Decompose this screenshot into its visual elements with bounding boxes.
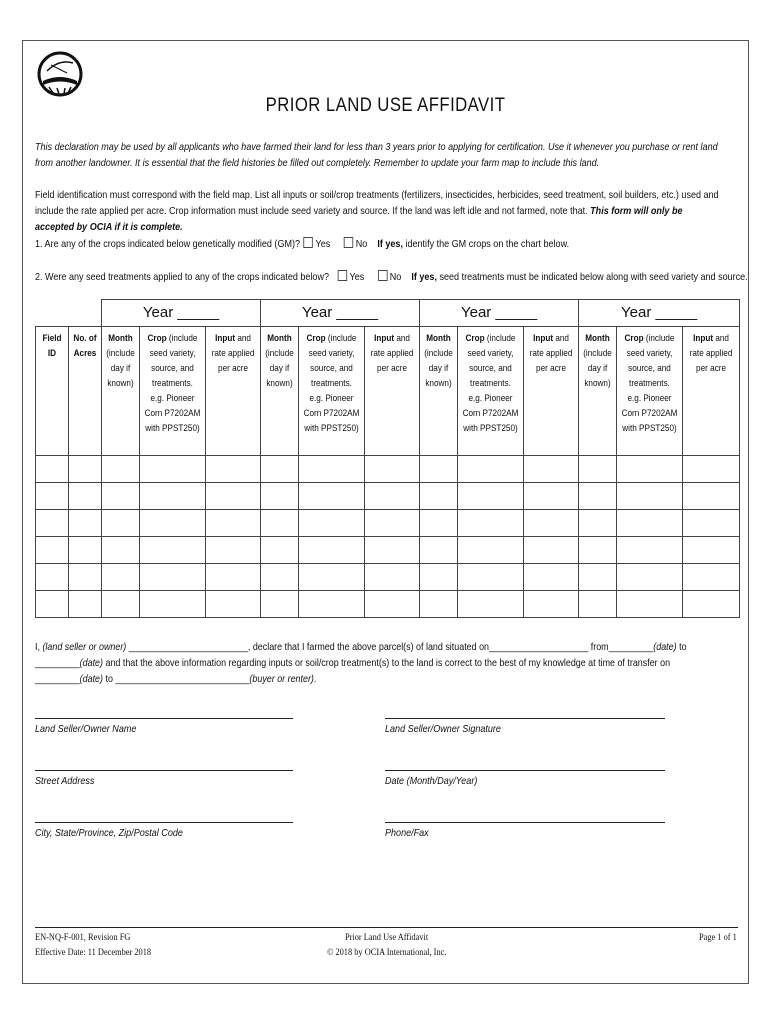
table-cell[interactable] bbox=[458, 456, 524, 483]
table-cell[interactable] bbox=[579, 510, 617, 537]
table-cell[interactable] bbox=[102, 456, 140, 483]
table-cell[interactable] bbox=[206, 456, 261, 483]
table-cell[interactable] bbox=[420, 591, 458, 618]
seller-signature-line[interactable] bbox=[385, 718, 665, 719]
table-cell[interactable] bbox=[365, 456, 420, 483]
input-header: Input and rate applied per acre bbox=[365, 327, 420, 456]
footer-copyright: © 2018 by OCIA International, Inc. bbox=[327, 948, 447, 958]
table-cell[interactable] bbox=[617, 510, 683, 537]
crop-header: Crop (include seed variety, source, and treatments. e.g. Pioneer Corn P7202AM with PPST250) bbox=[140, 327, 206, 456]
intro-text: This declaration may be used by all applicants who have farmed their land for less than 3 years prior to applying for certification. Use it whenever you purchase or rent land from another landowner. It is essential that the field histories be filled out completely. Remember to update your farm map to include this land. bbox=[35, 141, 718, 169]
seed-yes-checkbox[interactable] bbox=[337, 270, 346, 281]
table-cell[interactable] bbox=[69, 483, 102, 510]
table-cell[interactable] bbox=[683, 537, 740, 564]
date-line[interactable] bbox=[385, 770, 665, 771]
table-cell[interactable] bbox=[617, 591, 683, 618]
table-cell[interactable] bbox=[140, 483, 206, 510]
table-cell[interactable] bbox=[261, 537, 299, 564]
year-2-header[interactable]: Year _____ bbox=[261, 300, 420, 327]
table-cell[interactable] bbox=[69, 537, 102, 564]
table-cell[interactable] bbox=[365, 564, 420, 591]
table-cell[interactable] bbox=[299, 456, 365, 483]
acres-header: No. of Acres bbox=[69, 327, 102, 456]
question-seed-treatment: 2. Were any seed treatments applied to any of the crops indicated below? Yes No If yes, seed treatments must be indicated below along with seed variety and source. bbox=[35, 271, 748, 283]
footer-page-number: Page 1 of 1 bbox=[699, 933, 737, 943]
table-cell[interactable] bbox=[299, 510, 365, 537]
table-row bbox=[36, 510, 740, 537]
table-cell[interactable] bbox=[524, 564, 579, 591]
table-cell[interactable] bbox=[69, 564, 102, 591]
table-cell[interactable] bbox=[683, 564, 740, 591]
table-cell[interactable] bbox=[617, 483, 683, 510]
table-cell[interactable] bbox=[458, 564, 524, 591]
table-cell[interactable] bbox=[36, 510, 69, 537]
table-cell[interactable] bbox=[365, 483, 420, 510]
table-cell[interactable] bbox=[683, 591, 740, 618]
table-cell[interactable] bbox=[102, 483, 140, 510]
table-cell[interactable] bbox=[102, 564, 140, 591]
table-cell[interactable] bbox=[206, 510, 261, 537]
table-cell[interactable] bbox=[458, 537, 524, 564]
table-cell[interactable] bbox=[683, 510, 740, 537]
table-cell[interactable] bbox=[524, 483, 579, 510]
year-3-header[interactable]: Year _____ bbox=[420, 300, 579, 327]
table-cell[interactable] bbox=[36, 564, 69, 591]
table-cell[interactable] bbox=[420, 537, 458, 564]
table-cell[interactable] bbox=[579, 537, 617, 564]
input-header: Input and rate applied per acre bbox=[206, 327, 261, 456]
table-cell[interactable] bbox=[206, 483, 261, 510]
seller-name-line[interactable] bbox=[35, 718, 293, 719]
table-cell[interactable] bbox=[458, 483, 524, 510]
table-cell[interactable] bbox=[420, 510, 458, 537]
table-cell[interactable] bbox=[579, 483, 617, 510]
table-cell[interactable] bbox=[102, 510, 140, 537]
table-cell[interactable] bbox=[458, 591, 524, 618]
month-header: Month (include day if known) bbox=[102, 327, 140, 456]
table-cell[interactable] bbox=[69, 510, 102, 537]
crop-header: Crop (include seed variety, source, and treatments. e.g. Pioneer Corn P7202AM with PPST250) bbox=[299, 327, 365, 456]
table-cell[interactable] bbox=[140, 564, 206, 591]
phone-line[interactable] bbox=[385, 822, 665, 823]
table-cell[interactable] bbox=[365, 537, 420, 564]
street-label: Street Address bbox=[35, 775, 95, 787]
table-cell[interactable] bbox=[261, 591, 299, 618]
table-cell[interactable] bbox=[206, 591, 261, 618]
table-cell[interactable] bbox=[36, 591, 69, 618]
table-cell[interactable] bbox=[420, 483, 458, 510]
table-cell[interactable] bbox=[524, 510, 579, 537]
instructions-text: Field identification must correspond with the field map. List all inputs or soil/crop treatments (fertilizers, insecticides, herbicides, seed treatment, soil builders, etc.) used and include the rate applied per acre. Crop information must include seed variety and source. If the land was left idle and not farmed, note that. This form will only be accepted by OCIA if it is complete. bbox=[35, 189, 719, 233]
month-header: Month (include day if known) bbox=[261, 327, 299, 456]
table-cell[interactable] bbox=[524, 456, 579, 483]
gm-yes-checkbox[interactable] bbox=[303, 237, 312, 248]
input-header: Input and rate applied per acre bbox=[524, 327, 579, 456]
seed-no-checkbox[interactable] bbox=[378, 270, 387, 281]
table-cell[interactable] bbox=[458, 510, 524, 537]
table-cell[interactable] bbox=[36, 537, 69, 564]
field-id-header: Field ID bbox=[36, 327, 69, 456]
footer-doc-title: Prior Land Use Affidavit bbox=[345, 933, 429, 943]
table-cell[interactable] bbox=[299, 564, 365, 591]
table-cell[interactable] bbox=[140, 537, 206, 564]
table-cell[interactable] bbox=[261, 456, 299, 483]
footer-effective-date: Effective Date: 11 December 2018 bbox=[35, 948, 152, 958]
seller-signature-label: Land Seller/Owner Signature bbox=[385, 723, 501, 735]
street-line[interactable] bbox=[35, 770, 293, 771]
city-label: City, State/Province, Zip/Postal Code bbox=[35, 827, 183, 839]
table-cell[interactable] bbox=[617, 456, 683, 483]
form-page bbox=[22, 40, 749, 984]
footer-divider bbox=[35, 927, 738, 928]
table-cell[interactable] bbox=[683, 483, 740, 510]
month-header: Month (include day if known) bbox=[420, 327, 458, 456]
table-cell[interactable] bbox=[299, 537, 365, 564]
table-cell[interactable] bbox=[206, 564, 261, 591]
table-cell[interactable] bbox=[69, 591, 102, 618]
table-cell[interactable] bbox=[617, 564, 683, 591]
declaration-text: I, (land seller or owner) ________________________, declare that I farmed the above parcel(s) of land situated on____________________ from_________(date) to _________(date) and that the above information regarding inputs or soil/crop treatment(s) to the land is correct to the best of my knowledge at time of transfer on _________(date) to ___________________________(buyer or renter). bbox=[35, 641, 687, 685]
table-cell[interactable] bbox=[102, 591, 140, 618]
field-history-table bbox=[35, 299, 740, 618]
question-gm: 1. Are any of the crops indicated below genetically modified (GM)? Yes No If yes, identify the GM crops on the chart below. bbox=[35, 238, 570, 250]
city-line[interactable] bbox=[35, 822, 293, 823]
table-cell[interactable] bbox=[299, 483, 365, 510]
table-cell[interactable] bbox=[36, 456, 69, 483]
table-cell[interactable] bbox=[261, 510, 299, 537]
gm-no-checkbox[interactable] bbox=[344, 237, 353, 248]
table-cell[interactable] bbox=[140, 456, 206, 483]
table-cell[interactable] bbox=[579, 456, 617, 483]
table-cell[interactable] bbox=[299, 591, 365, 618]
table-cell[interactable] bbox=[617, 537, 683, 564]
table-row bbox=[36, 483, 740, 510]
ocia-globe-logo bbox=[37, 51, 83, 97]
table-cell[interactable] bbox=[420, 564, 458, 591]
month-header: Month (include day if known) bbox=[579, 327, 617, 456]
table-row bbox=[36, 564, 740, 591]
table-row bbox=[36, 537, 740, 564]
table-cell[interactable] bbox=[140, 591, 206, 618]
table-cell[interactable] bbox=[524, 591, 579, 618]
table-cell[interactable] bbox=[102, 537, 140, 564]
table-cell[interactable] bbox=[683, 456, 740, 483]
table-cell[interactable] bbox=[420, 456, 458, 483]
crop-header: Crop (include seed variety, source, and treatments. e.g. Pioneer Corn P7202AM with PPST250) bbox=[617, 327, 683, 456]
table-cell[interactable] bbox=[69, 456, 102, 483]
table-row bbox=[36, 591, 740, 618]
table-cell[interactable] bbox=[140, 510, 206, 537]
year-4-header[interactable]: Year _____ bbox=[579, 300, 740, 327]
date-label: Date (Month/Day/Year) bbox=[385, 775, 478, 787]
table-cell[interactable] bbox=[365, 591, 420, 618]
table-cell[interactable] bbox=[524, 537, 579, 564]
footer-form-id: EN-NQ-F-001, Revision FG bbox=[35, 933, 131, 943]
table-cell[interactable] bbox=[365, 510, 420, 537]
table-cell[interactable] bbox=[261, 564, 299, 591]
year-1-header[interactable]: Year _____ bbox=[102, 300, 261, 327]
page-title: PRIOR LAND USE AFFIDAVIT bbox=[265, 95, 506, 116]
table-cell[interactable] bbox=[579, 591, 617, 618]
table-cell[interactable] bbox=[579, 564, 617, 591]
input-header: Input and rate applied per acre bbox=[683, 327, 740, 456]
phone-label: Phone/Fax bbox=[385, 827, 429, 839]
table-cell[interactable] bbox=[261, 483, 299, 510]
seller-name-label: Land Seller/Owner Name bbox=[35, 723, 137, 735]
table-cell[interactable] bbox=[206, 537, 261, 564]
table-row bbox=[36, 456, 740, 483]
crop-header: Crop (include seed variety, source, and treatments. e.g. Pioneer Corn P7202AM with PPST250) bbox=[458, 327, 524, 456]
table-cell[interactable] bbox=[36, 483, 69, 510]
